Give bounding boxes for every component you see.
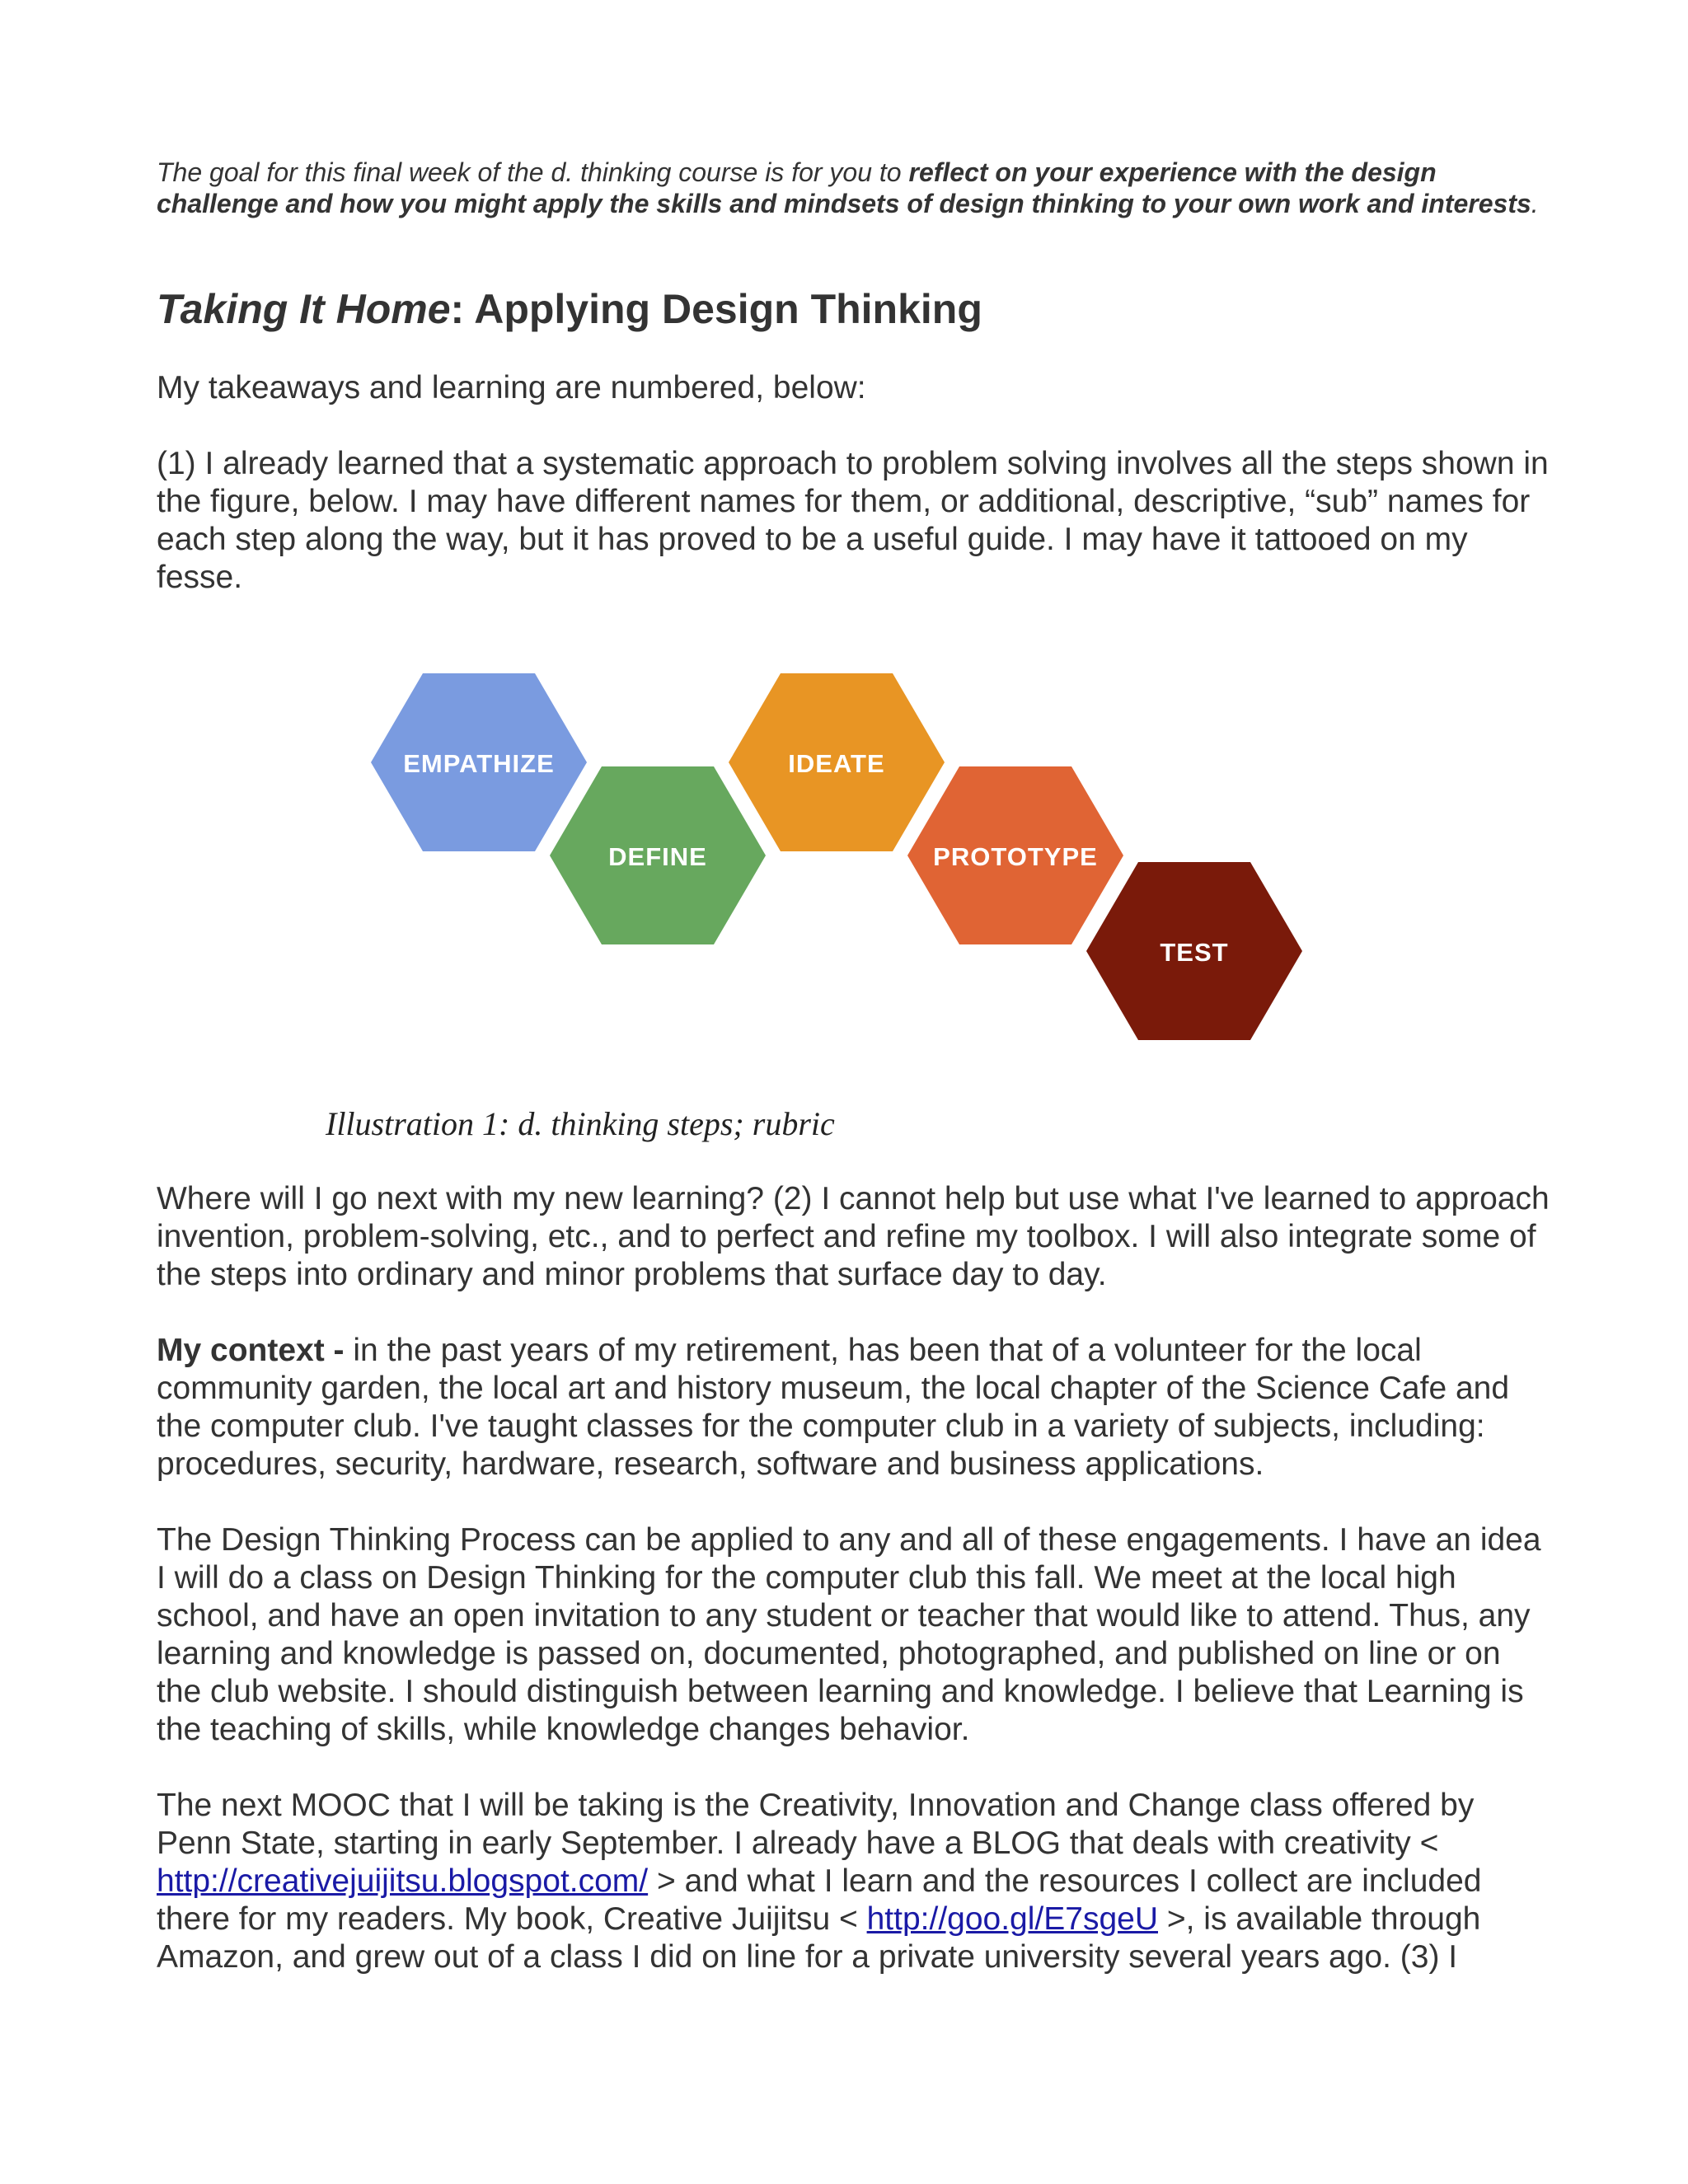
figure-caption: Illustration 1: d. thinking steps; rubric <box>326 1105 835 1142</box>
mooc-text-c: >, is available through Amazon, and grew out of a class I did on line for a private university several years ago. (3) I <box>157 1901 1481 1975</box>
intro-lead: The goal for this final week of the d. thinking course is for you to <box>157 157 909 187</box>
hexagon-test <box>1086 862 1302 1040</box>
hexagon-define <box>550 766 766 944</box>
hexagon-prototype <box>907 766 1123 944</box>
paragraph-mooc <box>157 1787 1550 1976</box>
hexagon-ideate <box>729 673 945 851</box>
title-italic: Taking It Home <box>157 286 451 332</box>
hexagon-label-empathize: EMPATHIZE <box>403 749 555 778</box>
paragraph-process: The Design Thinking Process can be applied to any and all of these engagements. I have an idea I will do a class on Design Thinking for the computer club this fall. We meet at the local high school, and have an open invitation to any student or teacher that would like to attend. Thus, any learning and knowledge is passed on, documented, photographed, and published on line or on the club website. I should distinguish between learning and knowledge. I believe that Learning is the teaching of skills, while knowledge changes behavior. <box>157 1522 1541 1747</box>
title-rest: : Applying Design Thinking <box>450 286 982 332</box>
mooc-text-a: The next MOOC that I will be taking is the Creativity, Innovation and Change class offered by Penn State, starting in early September. I already have a BLOG that deals with creativity < <box>157 1788 1475 1861</box>
paragraph-context <box>157 1332 1550 1483</box>
paragraph-next: Where will I go next with my new learning? (2) I cannot help but use what I've learned to approach invention, problem-solving, etc., and to perfect and refine my toolbox. I will also integrate some of the steps into ordinary and minor problems that surface day to day. <box>157 1181 1550 1292</box>
hexagon-label-prototype: PROTOTYPE <box>933 842 1098 871</box>
book-link[interactable]: http://goo.gl/E7sgeU <box>866 1901 1158 1937</box>
context-label: My context - <box>157 1333 354 1368</box>
blog-link[interactable]: http://creativejuijitsu.blogspot.com/ <box>157 1863 649 1899</box>
intro-end: . <box>1531 189 1539 218</box>
paragraph-takeaways: My takeaways and learning are numbered, below: <box>157 370 866 405</box>
mooc-text-b: > and what I learn and the resources I collect are included there for my readers. My book, Creative Juijitsu < <box>157 1863 1482 1937</box>
hexagon-label-define: DEFINE <box>608 842 707 871</box>
hexagon-label-test: TEST <box>1160 938 1229 967</box>
context-text: in the past years of my retirement, has been that of a volunteer for the local community garden, the local art and history museum, the local chapter of the Science Cafe and the computer club. I've taught classes for the computer club in a variety of subjects, including: procedures, security, hardware, research, software and business applications. <box>157 1333 1510 1482</box>
hexagon-label-ideate: IDEATE <box>788 749 885 778</box>
hexagon-empathize <box>371 673 587 851</box>
intro-bold: reflect on your experience with the design challenge and how you might apply the skills and mindsets of design thinking to your own work and interests <box>157 157 1531 218</box>
paragraph-systematic: (1) I already learned that a systematic approach to problem solving involves all the steps shown in the figure, below. I may have different names for them, or additional, descriptive, “sub” names for each step along the way, but it has proved to be a useful guide. I may have it tattooed on my fesse. <box>157 446 1549 595</box>
